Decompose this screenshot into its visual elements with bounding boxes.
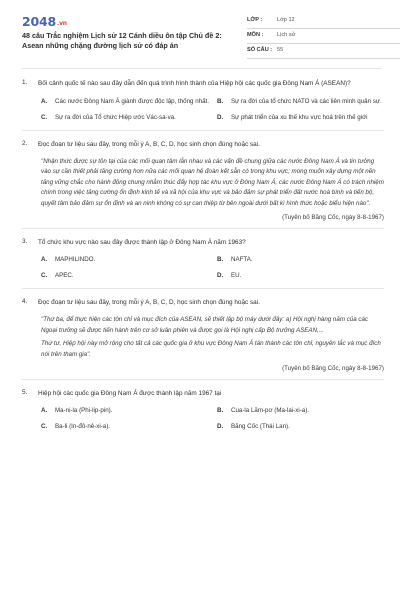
meta-label: SỐ CÂU :	[247, 47, 273, 53]
question-text: Hiệp hội các quốc gia Đông Nam Á được thành lập năm 1967 tại	[38, 389, 222, 397]
question-number: 4.	[22, 298, 28, 306]
quote-paragraph: Thứ tư, Hiệp hội này mở rộng cho tất cả các quốc gia ở khu vực Đông Nam Á tán thành các tôn chỉ, nguyên tắc và mục đích nói trên tham gia".	[41, 340, 381, 358]
question-number: 3.	[22, 237, 28, 245]
option-text: Các nước Đông Nam Á giành được độc lập, thống nhất.	[55, 97, 209, 105]
option-text: Sự phát triển của xu thế khu vực hoá trên thế giới	[231, 113, 368, 121]
option-text: Ma-ni-la (Phi-lip-pin).	[55, 407, 113, 415]
option-text: Cua-la Lăm-pơ (Ma-lai-xi-a).	[231, 407, 309, 415]
quote-paragraph: "Thứ ba, để thực hiện các tôn chỉ và mục đích của ASEAN, sẽ thiết lập bộ máy dưới đây: a) Hội nghị hàng năm của các Ngoại trưởng sẽ được tiến hành trên cơ sở luân phiên và được gọi là Hội nghị cấp Bộ trưởng ASEAN,...	[41, 316, 369, 334]
option-letter: A.	[41, 97, 48, 105]
option-text: APEC.	[55, 272, 74, 280]
logo-text: 2048	[22, 14, 56, 29]
meta-value: Lớp 12	[277, 17, 295, 23]
question-5	[22, 389, 384, 433]
answer-options	[38, 255, 384, 281]
option-text: Sự ra đời của Tổ chức Hiệp ước Vác-sa-va.	[55, 113, 176, 121]
answer-options	[38, 406, 384, 432]
option-a[interactable]	[41, 406, 213, 416]
quote-source: (Tuyên bố Băng Cốc, ngày 8-8-1967)	[282, 213, 384, 221]
document-title: 48 câu Trắc nghiệm Lịch sử 12 Cánh diều ôn tập Chủ đề 2: Asean những chặng đường lịch sử có đáp án	[22, 31, 222, 50]
option-c[interactable]	[41, 422, 213, 432]
option-letter: B.	[217, 97, 224, 105]
option-letter: A.	[41, 256, 48, 264]
question-1	[22, 79, 384, 123]
option-text: NAFTA.	[231, 256, 253, 264]
question-number: 5.	[22, 388, 28, 396]
meta-row-subject	[247, 29, 400, 44]
option-text: Ba-li (In-đô-nê-xi-a).	[55, 423, 111, 431]
question-number: 2.	[22, 139, 28, 147]
meta-label: LỚP :	[247, 17, 263, 23]
meta-value: Lịch sử	[277, 32, 296, 38]
option-letter: C.	[41, 423, 48, 431]
question-divider	[22, 228, 384, 229]
question-text: Đọc đoạn tư liệu sau đây, trong mỗi ý A, B, C, D, học sinh chọn đúng hoặc sai.	[38, 299, 260, 307]
option-letter: B.	[217, 407, 224, 415]
option-d[interactable]	[217, 113, 389, 123]
source-quote	[38, 157, 384, 210]
header-divider	[22, 68, 382, 69]
question-3	[22, 238, 384, 282]
question-divider	[22, 379, 384, 380]
option-letter: D.	[217, 423, 224, 431]
option-c[interactable]	[41, 113, 213, 123]
option-c[interactable]	[41, 271, 213, 281]
question-list	[22, 79, 384, 432]
question-2	[22, 140, 384, 221]
option-b[interactable]	[217, 406, 389, 416]
option-d[interactable]	[217, 271, 389, 281]
question-divider	[22, 130, 384, 131]
answer-options	[38, 97, 384, 123]
option-text: Băng Cốc (Thái Lan).	[231, 423, 290, 431]
site-logo[interactable]	[22, 14, 67, 29]
quote-source: (Tuyên bố Băng Cốc, ngày 8-8-1967)	[282, 364, 384, 372]
option-b[interactable]	[217, 255, 389, 265]
meta-value: 55	[277, 47, 284, 53]
source-quote	[38, 315, 384, 360]
question-4	[22, 298, 384, 371]
option-text: EU.	[231, 272, 242, 280]
option-text: Sự ra đời của tổ chức NATO và các liên minh quân sự.	[231, 97, 382, 105]
meta-label: MÔN :	[247, 32, 264, 38]
option-letter: D.	[217, 113, 224, 121]
question-divider	[22, 288, 384, 289]
page-header	[22, 14, 382, 60]
question-text: Tổ chức khu vực nào sau đây được thành lập ở Đông Nam Á năm 1963?	[38, 238, 246, 246]
question-text: Đọc đoạn tư liệu sau đây, trong mỗi ý A, B, C, D, học sinh chọn đúng hoặc sai.	[38, 140, 260, 148]
meta-table	[247, 14, 400, 59]
option-b[interactable]	[217, 97, 389, 107]
option-letter: A.	[41, 407, 48, 415]
meta-row-class	[247, 14, 400, 29]
option-a[interactable]	[41, 97, 213, 107]
meta-row-count	[247, 44, 400, 59]
option-text: MAPHILINDO.	[55, 256, 96, 264]
option-letter: C.	[41, 113, 48, 121]
question-text: Bối cảnh quốc tế nào sau đây dẫn đến quá trình hình thành của Hiệp hội các quốc gia Đông Nam Á (ASEAN)?	[38, 80, 351, 87]
option-letter: B.	[217, 256, 224, 264]
question-number: 1.	[22, 79, 28, 86]
option-letter: D.	[217, 272, 224, 280]
option-d[interactable]	[217, 422, 389, 432]
option-a[interactable]	[41, 255, 213, 265]
logo-suffix: .vn	[57, 20, 67, 27]
option-letter: C.	[41, 272, 48, 280]
quote-paragraph: "Nhận thức được sự tồn tại của các mối quan tâm lẫn nhau và các vấn đề chung giữa các nước Đông Nam Á và tin tưởng vào sự cần thiết phải tăng cường hơn nữa các mối quan hệ đoàn kết sẵn có trong khu vực; mong muốn xây dựng một nền tảng vững chắc cho hành động chung nhằm thúc đẩy hợp tác khu vực ở Đông Nam Á, các nước Đông Nam Á có trách nhiệm chính trong việc tăng cường ổn định kinh tế và xã hội của khu vực và bảo đảm sự phát triển đất nước hoà bình và tiến bộ, quyết tâm bảo đảm sự ổn định và an ninh không có sự can thiệp từ bên ngoài dưới bất kì hình thức hoặc biểu hiện nào".	[41, 157, 384, 207]
